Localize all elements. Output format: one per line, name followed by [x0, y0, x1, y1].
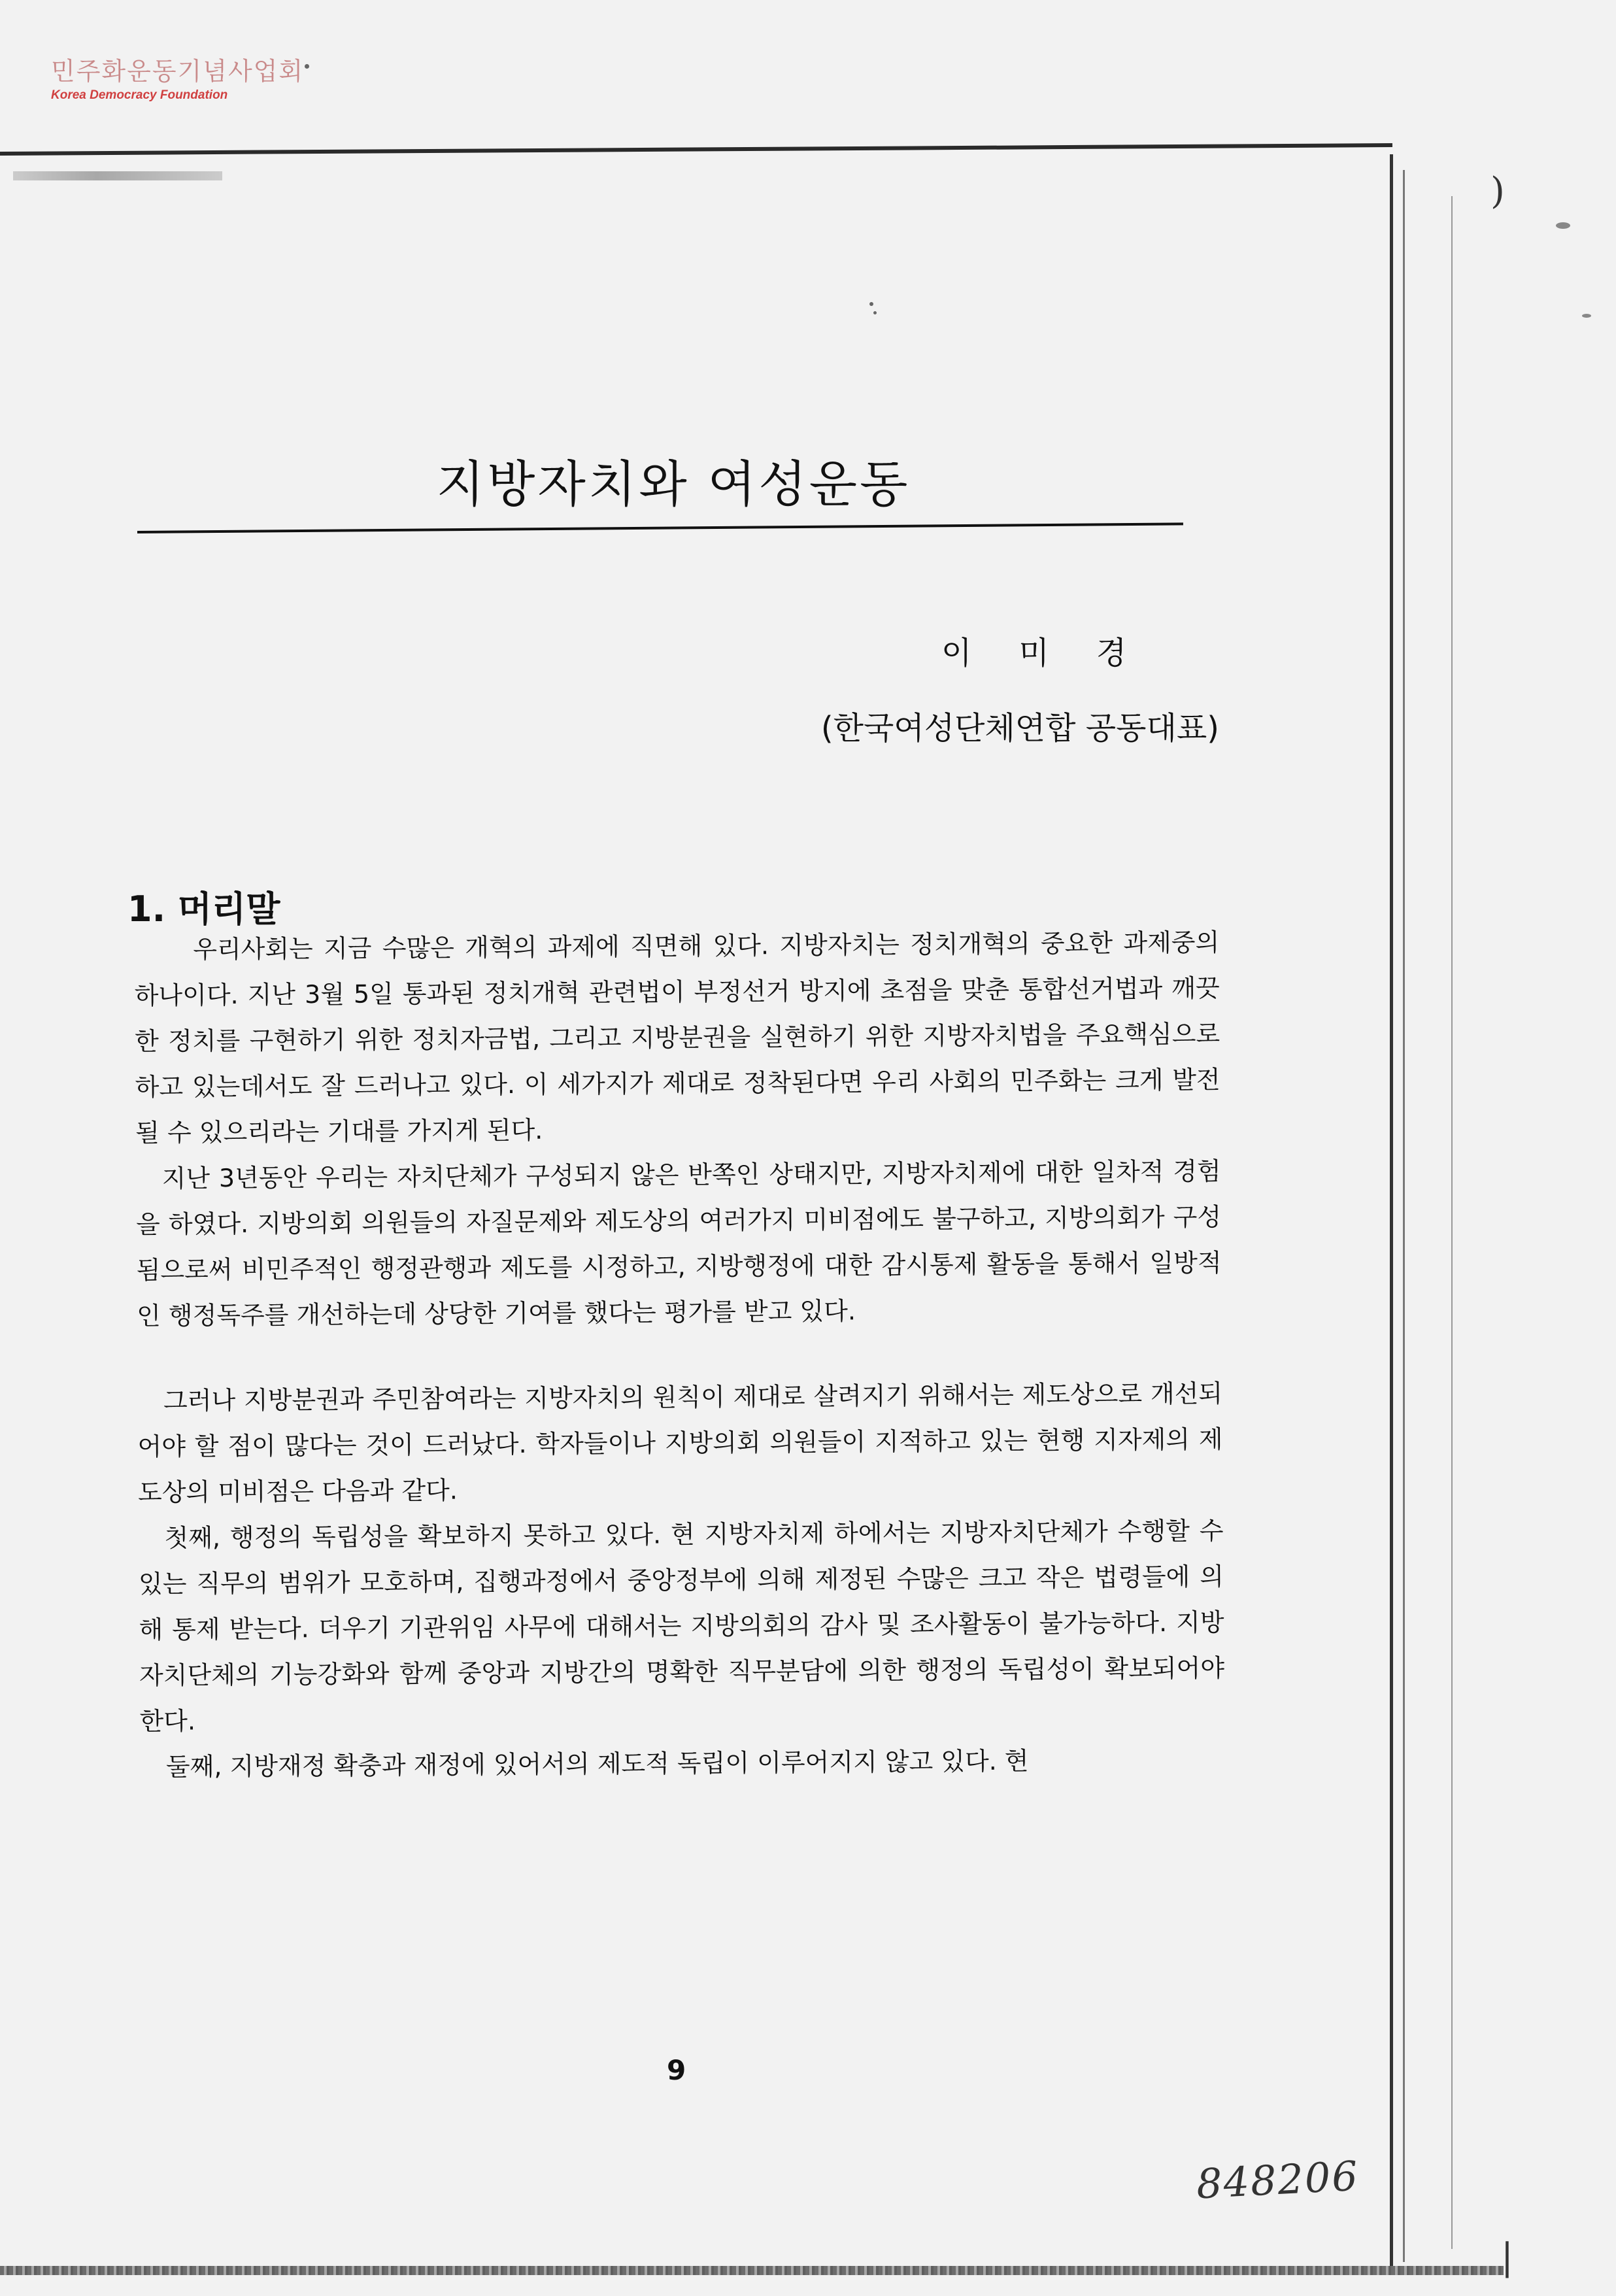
photocopy-right-edge — [1390, 154, 1393, 2266]
scan-speck — [1582, 314, 1591, 318]
paragraph: 둘째, 지방재정 확충과 재정에 있어서의 제도적 독립이 이루어지지 않고 있다. 현 — [165, 1746, 1029, 1781]
paragraph: 지난 3년동안 우리는 자치단체가 구성되지 않은 반쪽인 상태지만, 지방자치제에 대한 일차적 경험을 하였다. 지방의회 의원들의 자질문제와 제도상의 여러가지 미비점에도 불구하고, 지방의회가 구성됨으로써 비민주적인 행정관행과 제도를 시정하고, 지방행정에 대한 감시통제 활동을 통해서 일방적인 행정독주를 개선하는데 상당한 기여를 했다는 평가를 받고 있다. — [136, 1156, 1222, 1330]
margin-mark: ) — [1490, 170, 1505, 212]
photocopy-smudge — [13, 171, 222, 180]
document-title: 지방자치와 여성운동 — [436, 455, 911, 513]
paragraph: 그러나 지방분권과 주민참여라는 지방자치의 원칙이 제대로 살려지기 위해서는 제도상으로 개선되어야 할 점이 많다는 것이 드러났다. 학자들이나 지방의회 의원들이 지적하고 있는 현행 지자제의 제도상의 미비점은 다음과 같다. — [137, 1379, 1223, 1507]
photocopy-bottom-edge — [0, 2266, 1504, 2275]
scan-speck — [869, 302, 873, 306]
watermark-korean: 민주화운동기념사업회 — [51, 57, 305, 86]
margin-mark: | — [1501, 2236, 1513, 2278]
watermark — [51, 51, 304, 103]
title-underline — [137, 522, 1183, 533]
author-affiliation: (한국여성단체연합 공동대표) — [820, 710, 1219, 747]
watermark-english: Korea Democracy Foundation — [51, 88, 228, 102]
photocopy-top-edge — [0, 143, 1392, 156]
scan-speck — [873, 311, 877, 314]
handwritten-number: 848206 — [1195, 2152, 1360, 2208]
section-heading: 1. 머리말 — [127, 888, 280, 930]
photocopy-right-edge-shadow — [1403, 170, 1405, 2262]
scan-speck — [1556, 222, 1570, 229]
photocopy-right-edge-shadow-outer — [1451, 196, 1453, 2249]
author-name: 이미경 — [941, 635, 1174, 671]
body-text — [134, 919, 1225, 1790]
scan-speck — [305, 64, 309, 69]
page-number: 9 — [667, 2054, 686, 2086]
paragraph: 첫째, 행정의 독립성을 확보하지 못하고 있다. 현 지방자치제 하에서는 지방자치단체가 수행할 수 있는 직무의 범위가 모호하며, 집행과정에서 중앙정부에 의해 제정된 수많은 크고 작은 법령들에 의해 통제 받는다. 더우기 기관위임 사무에 대해서는 지방의회의 감사 및 조사활동이 불가능하다. 지방자치단체의 기능강화와 함께 중앙과 지방간의 명확한 직무분담에 의한 행정의 독립성이 확보되어야 한다. — [138, 1516, 1225, 1736]
paragraph: 우리사회는 지금 수많은 개혁의 과제에 직면해 있다. 지방자치는 정치개혁의 중요한 과제중의 하나이다. 지난 3월 5일 통과된 정치개혁 관련법이 부정선거 방지에 초점을 맞춘 통합선거법과 깨끗한 정치를 구현하기 위한 정치자금법, 그리고 지방분권을 실현하기 위한 지방자치법을 주요핵심으로 하고 있는데서도 잘 드러나고 있다. 이 세가지가 제대로 정착된다면 우리 사회의 민주화는 크게 발전될 수 있으리라는 기대를 가지게 된다. — [134, 928, 1220, 1147]
